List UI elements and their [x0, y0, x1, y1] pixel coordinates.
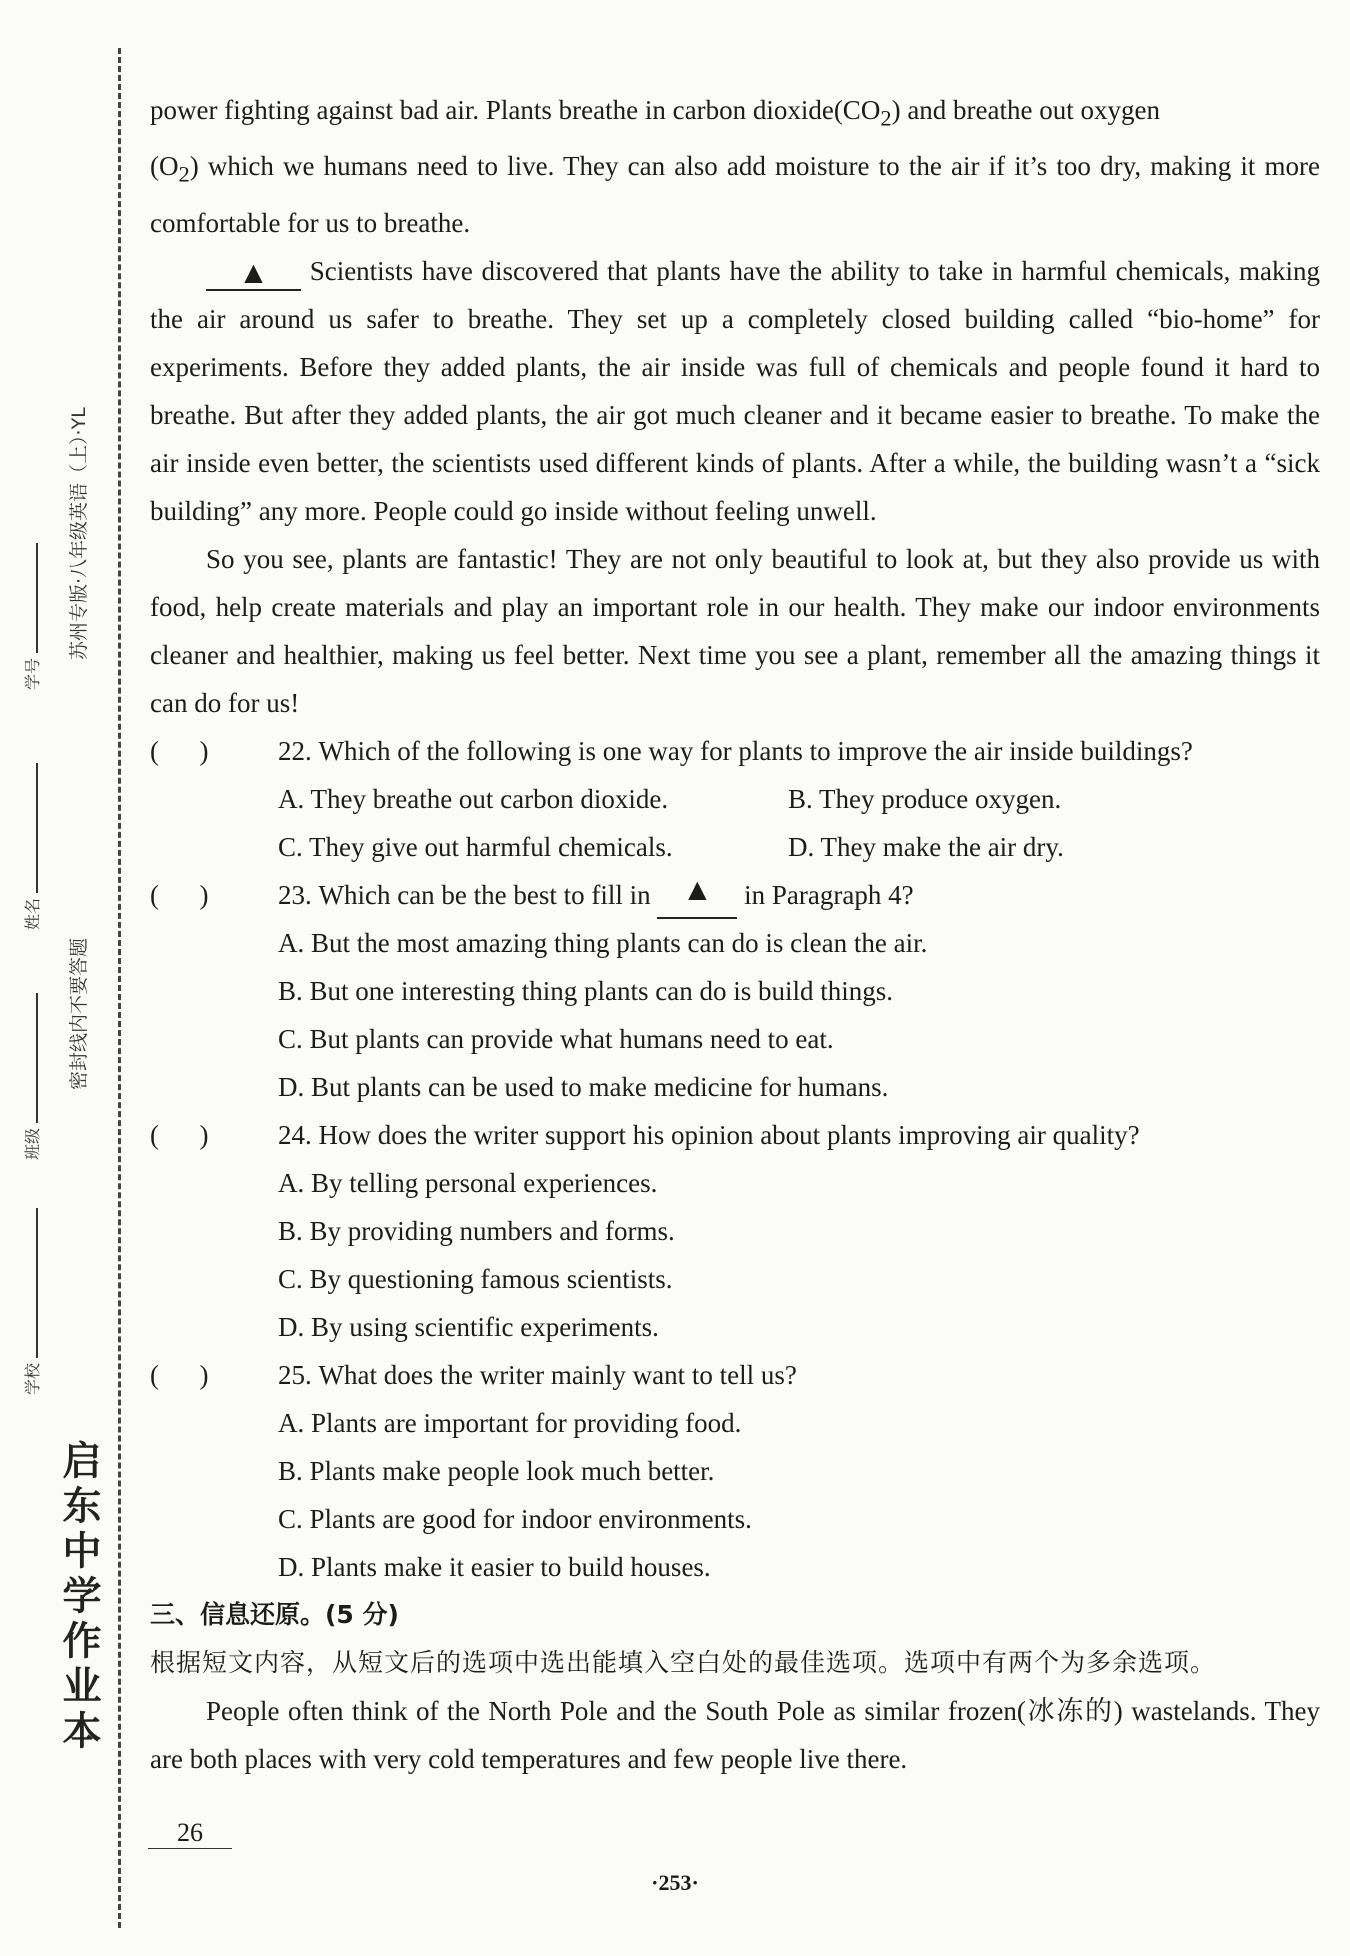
school-field: 学校	[20, 1208, 43, 1395]
answer-blank	[206, 254, 301, 291]
series-title: 启东中学作业本	[56, 1440, 101, 1755]
question-number: 22.	[278, 735, 312, 766]
triangle-icon: ▲	[688, 874, 707, 903]
option-a: A. They breathe out carbon dioxide.	[278, 783, 669, 814]
triangle-icon: ▲	[244, 257, 263, 286]
section-3-paragraph-1: People often think of the North Pole and the South Pole as similar frozen(冰冻的) wastelands. They are both places with very cold temperatures and few people live there.	[150, 1695, 1320, 1774]
option-d: D. Plants make it easier to build houses.	[278, 1551, 711, 1582]
question-stem: How does the writer support his opinion about plants improving air quality?	[318, 1119, 1140, 1150]
seal-notice: 密封线内不要答题	[68, 937, 90, 1090]
option-c: C. But plants can provide what humans need to eat.	[278, 1023, 834, 1054]
option-d: D. By using scientific experiments.	[278, 1311, 659, 1342]
option-c: C. Plants are good for indoor environments.	[278, 1503, 752, 1534]
question-number: 23.	[278, 879, 312, 910]
book-info: 苏州专版·八年级英语（上）·YL	[68, 407, 90, 660]
paragraph-3-continued: power fighting against bad air. Plants breathe in carbon $dioxide(CO_2)$ and breathe out oxygen $(O_2)$ which we humans need to live. They can also add moisture to the air if it’s too dry, making it more comfortable for us to breathe.	[150, 95, 1320, 238]
question-stem: Which can be the best to fill in	[318, 879, 651, 910]
answer-bracket[interactable]: ( )	[150, 1359, 209, 1390]
page-number: ·253·	[651, 1870, 699, 1895]
name-field: 姓名	[20, 763, 43, 930]
question-22	[150, 727, 1320, 775]
answer-bracket[interactable]: ( )	[150, 1119, 209, 1150]
question-number: 24.	[278, 1119, 312, 1150]
binding-margin	[0, 0, 135, 1956]
option-b: B. They produce oxygen.	[788, 783, 1062, 814]
option-b: B. By providing numbers and forms.	[278, 1215, 675, 1246]
question-number: 25.	[278, 1359, 312, 1390]
section-3-instruction: 根据短文内容，从短文后的选项中选出能填入空白处的最佳选项。选项中有两个为多余选项。	[150, 1647, 1217, 1677]
section-3-heading: 三、信息还原。(5 分)	[150, 1599, 399, 1629]
question-25	[150, 1351, 1320, 1399]
option-a: A. By telling personal experiences.	[278, 1167, 658, 1198]
paragraph-4: ▲ Scientists have discovered that plants have the ability to take in harmful chemicals, making the air around us safer to breathe. They set up a completely closed building called “bio-home” for experiments. Before they added plants, the air inside was full of chemicals and people found it hard to breathe. But after they added plants, the air got much cleaner and it became easier to breathe. To make the air inside even better, the scientists used different kinds of plants. After a while, the building wasn’t a “sick building” any more. People could go inside without feeling unwell.	[150, 255, 1320, 526]
paragraph-5: So you see, plants are fantastic! They are not only beautiful to look at, but they also provide us with food, help create materials and play an important role in our health. They make our indoor environments cleaner and healthier, making us feel better. Next time you see a plant, remember all the amazing things it can do for us!	[150, 543, 1320, 718]
answer-bracket[interactable]: ( )	[150, 735, 209, 766]
option-a: A. But the most amazing thing plants can do is clean the air.	[278, 927, 928, 958]
class-field: 班级	[20, 993, 43, 1160]
option-d: D. But plants can be used to make medicine for humans.	[278, 1071, 889, 1102]
question-stem: Which of the following is one way for plants to improve the air inside buildings?	[318, 735, 1193, 766]
option-b: B. But one interesting thing plants can do is build things.	[278, 975, 893, 1006]
question-24	[150, 1111, 1320, 1159]
question-stem: What does the writer mainly want to tell us?	[318, 1359, 797, 1390]
answer-blank	[657, 871, 737, 919]
option-c: C. By questioning famous scientists.	[278, 1263, 673, 1294]
option-d: D. They make the air dry.	[788, 831, 1064, 862]
number-field: 学号	[20, 543, 43, 690]
option-a: A. Plants are important for providing food.	[278, 1407, 742, 1438]
options-row	[150, 823, 1320, 871]
answer-bracket[interactable]: ( )	[150, 879, 209, 910]
small-page-number: 26	[148, 1818, 232, 1849]
options-row	[150, 775, 1320, 823]
page-content	[150, 86, 1320, 1783]
seal-dashed-line	[118, 48, 121, 1928]
question-23	[150, 871, 1320, 919]
option-c: C. They give out harmful chemicals.	[278, 831, 673, 862]
option-b: B. Plants make people look much better.	[278, 1455, 715, 1486]
question-stem-end: in Paragraph 4?	[744, 879, 914, 910]
